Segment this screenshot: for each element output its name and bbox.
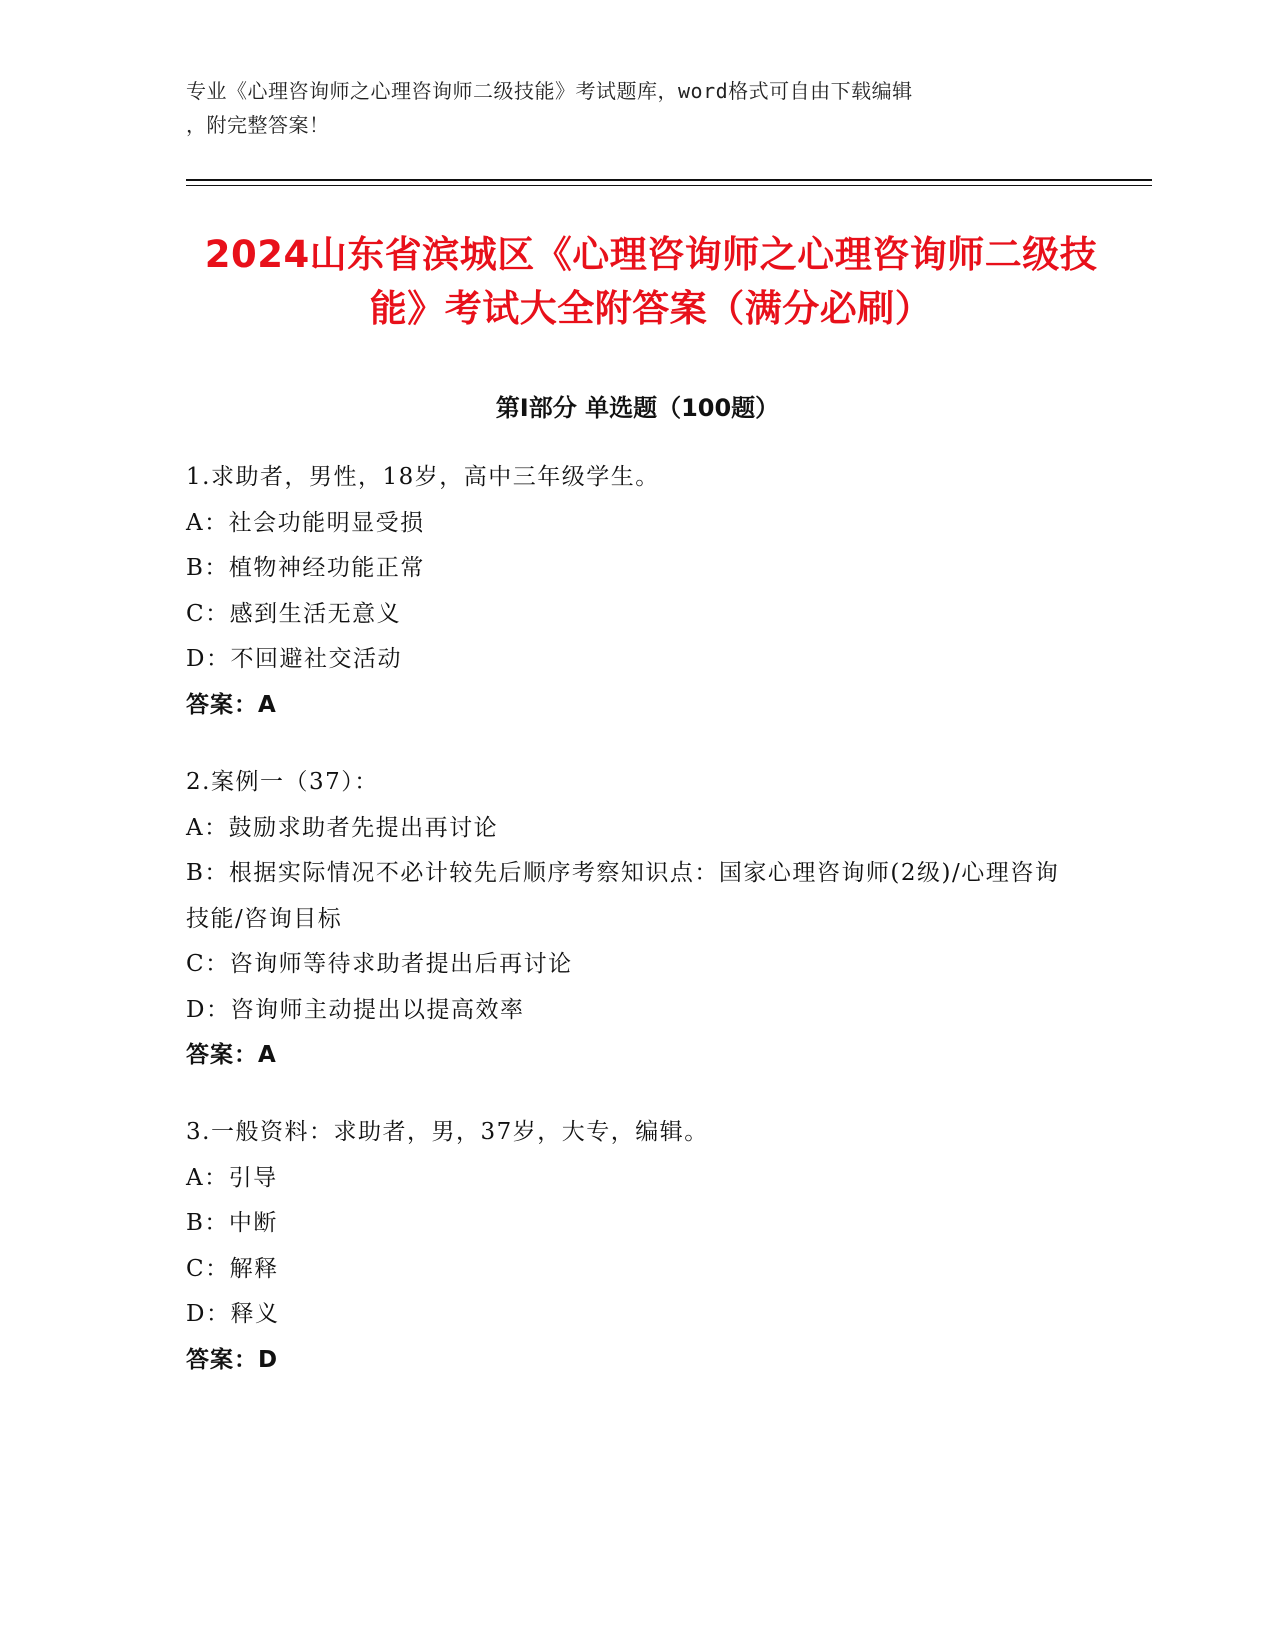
option-d: D：不回避社交活动	[186, 646, 402, 672]
option-b: B：中断	[186, 1210, 278, 1236]
question-stem: 3.一般资料：求助者，男，37岁，大专，编辑。	[186, 1119, 709, 1145]
question-1	[186, 455, 1086, 728]
option-a: A：社会功能明显受损	[186, 509, 425, 536]
option-b: B：根据实际情况不必计较先后顺序考察知识点：国家心理咨询师(2级)/心理咨询技能/咨询目标	[186, 860, 1060, 932]
question-3	[186, 1110, 1086, 1383]
header-rule-thick	[186, 179, 1152, 181]
document-title	[186, 228, 1116, 336]
option-c: C：感到生活无意义	[186, 600, 402, 627]
option-a: A：鼓励求助者先提出再讨论	[186, 814, 499, 841]
answer-label: 答案：	[186, 1042, 258, 1068]
question-2	[186, 760, 1086, 1079]
header-note-line-2: ，附完整答案！	[186, 113, 330, 137]
question-stem: 1.求助者，男性，18岁，高中三年级学生。	[186, 464, 660, 490]
section-heading: 第Ⅰ部分 单选题（100题）	[495, 394, 780, 422]
header-note-line-1: 专业《心理咨询师之心理咨询师二级技能》考试题库，word格式可自由下载编辑	[186, 79, 913, 103]
answer	[186, 1338, 1086, 1384]
answer-value: A	[258, 691, 277, 718]
answer-label: 答案：	[186, 691, 258, 718]
option-d: D：咨询师主动提出以提高效率	[186, 996, 525, 1023]
option-b: B：植物神经功能正常	[186, 555, 425, 581]
answer	[186, 1033, 1086, 1079]
question-stem: 2.案例一（37）：	[186, 769, 379, 795]
answer-value: D	[258, 1346, 279, 1373]
option-c: C：咨询师等待求助者提出后再讨论	[186, 951, 573, 977]
answer	[186, 683, 1086, 729]
option-d: D：释义	[186, 1301, 280, 1327]
header-rule-thin	[186, 185, 1152, 186]
answer-label: 答案：	[186, 1346, 258, 1373]
answer-value: A	[258, 1042, 277, 1068]
option-c: C：解释	[186, 1255, 279, 1282]
option-a: A：引导	[186, 1164, 278, 1191]
document-title-text: 2024山东省滨城区《心理咨询师之心理咨询师二级技能》考试大全附答案（满分必刷）	[204, 233, 1098, 330]
header-note	[186, 74, 1076, 142]
